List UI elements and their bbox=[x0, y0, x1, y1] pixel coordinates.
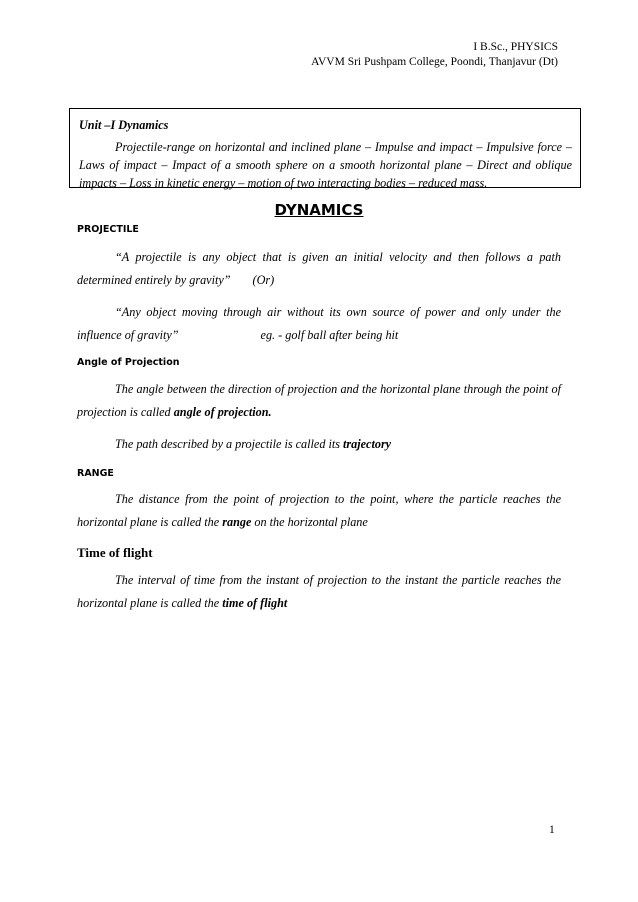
unit-syllabus-box bbox=[69, 108, 581, 188]
angle-text: The angle between the direction of projection and the horizontal plane through the point of projection is called bbox=[77, 382, 561, 419]
range-text-after: on the horizontal plane bbox=[254, 515, 368, 529]
unit-content: Projectile-range on horizontal and inclined plane – Impulse and impact – Impulsive force – Laws of impact – Impact of a smooth sphere on a smooth horizontal plane – Direct and oblique impacts – Loss in kinetic energy – motion of two interacting bodies – reduced mass. bbox=[79, 140, 572, 190]
range-definition bbox=[77, 488, 561, 534]
header-college: AVVM Sri Pushpam College, Poondi, Thanjavur (Dt) bbox=[311, 56, 558, 68]
projectile-heading: PROJECTILE bbox=[77, 224, 139, 235]
range-term: range bbox=[222, 515, 252, 529]
angle-definition bbox=[77, 378, 561, 424]
unit-title: Unit –I Dynamics bbox=[79, 118, 169, 132]
example-text: eg. - golf ball after being hit bbox=[260, 328, 399, 342]
page-title: DYNAMICS bbox=[274, 201, 364, 219]
trajectory-term: trajectory bbox=[343, 437, 392, 451]
angle-term: angle of projection. bbox=[173, 405, 272, 419]
trajectory-text: The path described by a projectile is called its bbox=[115, 437, 340, 451]
time-of-flight-heading: Time of flight bbox=[77, 545, 153, 560]
or-text: (Or) bbox=[252, 273, 275, 287]
angle-heading: Angle of Projection bbox=[77, 357, 180, 368]
definition-1-text: “A projectile is any object that is given an initial velocity and then follows a path determined entirely by gravity” bbox=[77, 250, 561, 287]
time-of-flight-text: The interval of time from the instant of projection to the instant the particle reaches the horizontal plane is called the bbox=[77, 573, 561, 610]
header-course: I B.Sc., PHYSICS bbox=[473, 41, 558, 53]
projectile-definition-1 bbox=[77, 246, 561, 292]
time-of-flight-term: time of flight bbox=[222, 596, 288, 610]
page-number: 1 bbox=[549, 824, 555, 836]
range-text-before: The distance from the point of projection to the point, where the particle reaches the horizontal plane is called the bbox=[77, 492, 561, 529]
range-heading: RANGE bbox=[77, 468, 114, 479]
time-of-flight-definition bbox=[77, 569, 561, 615]
definition-2-text: “Any object moving through air without its own source of power and only under the influence of gravity” bbox=[77, 305, 561, 342]
projectile-definition-2 bbox=[77, 301, 561, 347]
trajectory-definition bbox=[77, 433, 561, 456]
